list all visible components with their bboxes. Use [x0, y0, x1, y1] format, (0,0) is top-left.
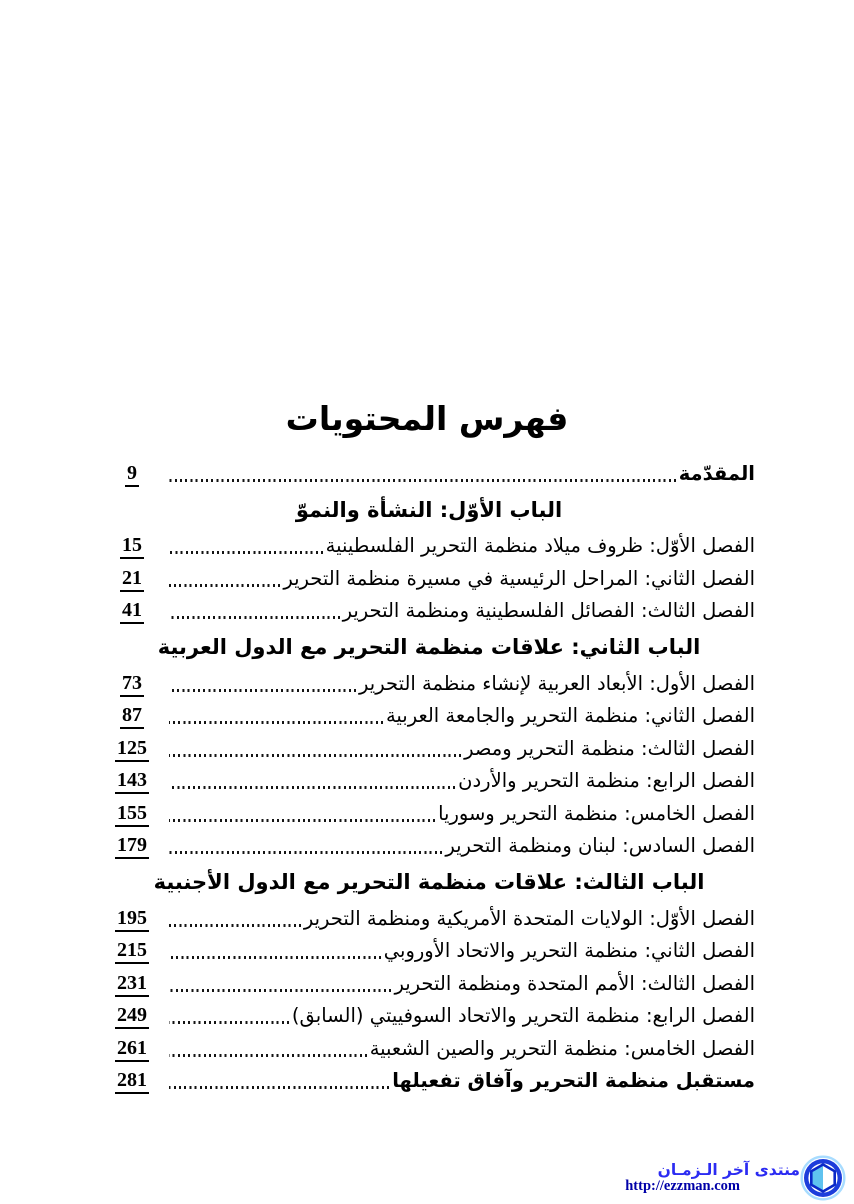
toc-entry-label: الفصل الخامس: منظمة التحرير والصين الشعبية [369, 1036, 755, 1060]
leader-dots [169, 551, 323, 554]
toc-section-heading [103, 862, 755, 902]
toc-entry-page-number: 179 [103, 834, 161, 857]
toc-entry-label: مستقبل منظمة التحرير وآفاق تفعيلها [392, 1069, 755, 1093]
leader-dots [169, 786, 455, 789]
leader-dots [169, 989, 391, 992]
toc-entry-label: الفصل الثالث: الأمم المتحدة ومنظمة التحرير [394, 971, 755, 995]
leader-dots [169, 616, 340, 619]
toc-entry-page-number: 9 [103, 462, 161, 485]
footer-text [625, 1161, 800, 1195]
toc-entry [103, 765, 755, 798]
footer [620, 1155, 846, 1201]
leader-dots [169, 689, 356, 692]
toc-entry [103, 830, 755, 863]
toc-entry [103, 562, 755, 595]
leader-dots [169, 479, 676, 482]
toc-entry [103, 902, 755, 935]
toc-entry-label: الفصل السادس: لبنان ومنظمة التحرير [445, 834, 755, 858]
toc-entry [103, 1000, 755, 1033]
toc-entry [103, 797, 755, 830]
toc-entry-label: المقدّمة [678, 461, 755, 485]
toc-entry [103, 457, 755, 490]
toc-section-heading-label: الباب الأوّل: النشأة والنموّ [295, 497, 563, 522]
leader-dots [169, 924, 301, 927]
toc-section-heading-label: الباب الثالث: علاقات منظمة التحرير مع الدول الأجنبية [153, 870, 705, 894]
toc-entry-label: الفصل الثاني: منظمة التحرير والاتحاد الأوروبي [383, 939, 755, 963]
toc-entry-label: الفصل الأوّل: ظروف ميلاد منظمة التحرير الفلسطينية [325, 534, 755, 558]
toc-entry [103, 1065, 755, 1098]
footer-site-name: منتدى آخر الـزمـان [657, 1161, 800, 1179]
leader-dots [169, 1086, 389, 1089]
leader-dots [169, 1054, 367, 1057]
leader-dots [169, 1021, 289, 1024]
leader-dots [169, 956, 381, 959]
toc-entry-label: الفصل الثاني: منظمة التحرير والجامعة العربية [385, 704, 755, 728]
toc-entry-label: الفصل الثالث: الفصائل الفلسطينية ومنظمة التحرير [342, 599, 755, 623]
toc-entry-label: الفصل الرابع: منظمة التحرير والأردن [458, 769, 755, 793]
toc-entry-page-number: 21 [103, 567, 161, 590]
toc-entry-label: الفصل الثاني: المراحل الرئيسية في مسيرة منظمة التحرير [283, 566, 755, 590]
leader-dots [169, 851, 442, 854]
toc-entry-page-number: 87 [103, 704, 161, 727]
toc-entry-label: الفصل الرابع: منظمة التحرير والاتحاد السوفييتي (السابق) [291, 1004, 755, 1028]
toc-entry [103, 595, 755, 628]
toc-entry-label: الفصل الثالث: منظمة التحرير ومصر [464, 736, 755, 760]
site-logo-hexagon-icon [800, 1155, 846, 1201]
toc-section-heading [103, 490, 755, 530]
toc-entry-page-number: 155 [103, 802, 161, 825]
toc-entry-page-number: 143 [103, 769, 161, 792]
toc-entry [103, 530, 755, 563]
toc-entry-page-number: 249 [103, 1004, 161, 1027]
toc-entry-page-number: 195 [103, 907, 161, 930]
toc-section-heading-label: الباب الثاني: علاقات منظمة التحرير مع الدول العربية [157, 635, 701, 659]
toc-entry-page-number: 73 [103, 672, 161, 695]
toc-entry [103, 935, 755, 968]
toc-entry-page-number: 231 [103, 972, 161, 995]
footer-site-url[interactable]: http://ezzman.com [625, 1178, 740, 1194]
toc-entry-label: الفصل الأول: الأبعاد العربية لإنشاء منظمة التحرير [359, 671, 755, 695]
toc-section-heading [103, 627, 755, 667]
table-of-contents [103, 457, 755, 1097]
leader-dots [169, 819, 435, 822]
toc-entry-page-number: 15 [103, 534, 161, 557]
toc-entry [103, 967, 755, 1000]
toc-entry-page-number: 41 [103, 599, 161, 622]
toc-entry-page-number: 261 [103, 1037, 161, 1060]
toc-entry-page-number: 215 [103, 939, 161, 962]
toc-entry [103, 700, 755, 733]
leader-dots [169, 721, 383, 724]
toc-entry-page-number: 125 [103, 737, 161, 760]
toc-entry [103, 732, 755, 765]
leader-dots [169, 754, 461, 757]
toc-entry [103, 1032, 755, 1065]
toc-entry-label: الفصل الأوّل: الولايات المتحدة الأمريكية ومنظمة التحرير [303, 906, 755, 930]
leader-dots [169, 584, 280, 587]
page-title: فهرس المحتويات [285, 399, 569, 438]
toc-entry-label: الفصل الخامس: منظمة التحرير وسوريا [438, 801, 755, 825]
toc-entry [103, 667, 755, 700]
toc-entry-page-number: 281 [103, 1069, 161, 1092]
